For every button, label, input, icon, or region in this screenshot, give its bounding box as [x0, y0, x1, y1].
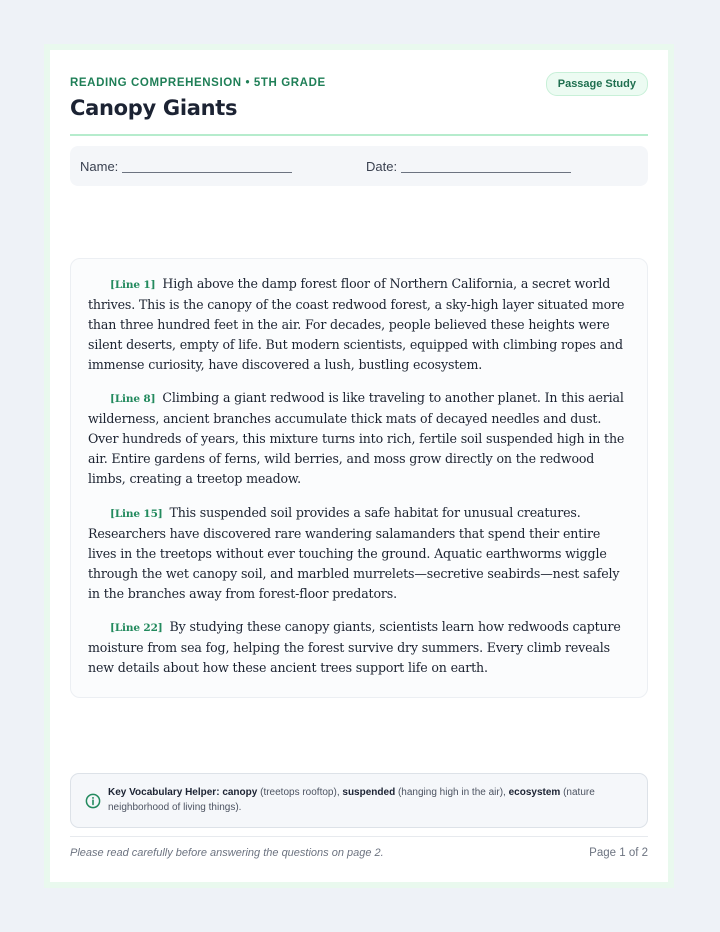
vocab-definition: (nature neighborhood of living things). [108, 787, 595, 813]
student-info-bar [70, 146, 648, 186]
vocab-lead: Key Vocabulary Helper: [108, 787, 220, 798]
vocab-term: suspended [342, 787, 396, 798]
paragraph-text: Climbing a giant redwood is like traveling to another planet. In this aerial wilderness, ancient branches accumulate thick mats of decayed needles and dust. Over hundreds of years, this mixture turns into rich, fertile soil suspended high in the air. Entire gardens of ferns, wild berries, and moss grow directly on the redwood limbs, creating a treetop meadow. [88, 390, 625, 486]
header-divider [70, 134, 648, 136]
vocabulary-text: Key Vocabulary Helper: canopy (treetops rooftop), suspended (hanging high in the air), ecosystem (nature neighborhood of living things). [108, 787, 595, 813]
date-line[interactable] [401, 172, 571, 173]
page-title: Canopy Giants [70, 96, 238, 120]
line-tag: [Line 15] [110, 508, 163, 520]
vocab-definition: (hanging high in the air) [397, 787, 504, 798]
name-label: Name: [80, 159, 119, 174]
paragraph-text: By studying these canopy giants, scientists learn how redwoods capture moisture from sea fog, helping the forest survive dry summers. Every climb reveals new details about how these ancient trees support life on earth. [88, 619, 621, 675]
passage-paragraph-1 [88, 274, 631, 375]
passage-paragraph-2 [88, 388, 631, 489]
worksheet-frame [44, 44, 674, 888]
page-number: Page 1 of 2 [589, 847, 648, 859]
paragraph-text: This suspended soil provides a safe habitat for unusual creatures. Researchers have discovered rare wandering salamanders that spend their entire lives in the treetops without ever touching the ground. Aquatic earthworms wiggle through the wet canopy soil, and marbled murrelets—secretive seabirds—nest safely in the branches away from forest-floor predators. [88, 505, 620, 601]
passage-study-badge: Passage Study [546, 72, 648, 96]
paragraph-text: High above the damp forest floor of Northern California, a secret world thrives. This is the canopy of the coast redwood forest, a sky-high layer situated more than three hundred feet in the air. For decades, people believed these heights were silent deserts, empty of life. But modern scientists, equipped with climbing ropes and immense curiosity, have discovered a lush, bustling ecosystem. [88, 276, 625, 372]
passage-paragraph-4 [88, 617, 631, 678]
vocab-definition: (treetops rooftop) [260, 787, 337, 798]
name-line[interactable] [122, 172, 292, 173]
vocabulary-helper [70, 773, 648, 828]
line-tag: [Line 1] [110, 279, 156, 291]
line-tag: [Line 8] [110, 393, 156, 405]
line-tag: [Line 22] [110, 622, 163, 634]
passage-paragraph-3 [88, 503, 631, 604]
info-icon [85, 793, 101, 809]
footer-note: Please read carefully before answering the questions on page 2. [70, 847, 384, 859]
worksheet-page [50, 50, 668, 882]
eyebrow-label: READING COMPREHENSION • 5TH GRADE [70, 77, 326, 89]
vocab-term: canopy [222, 787, 258, 798]
footer-divider [70, 836, 648, 837]
passage-box [70, 258, 648, 698]
vocab-term: ecosystem [508, 787, 561, 798]
date-label: Date: [366, 159, 398, 174]
